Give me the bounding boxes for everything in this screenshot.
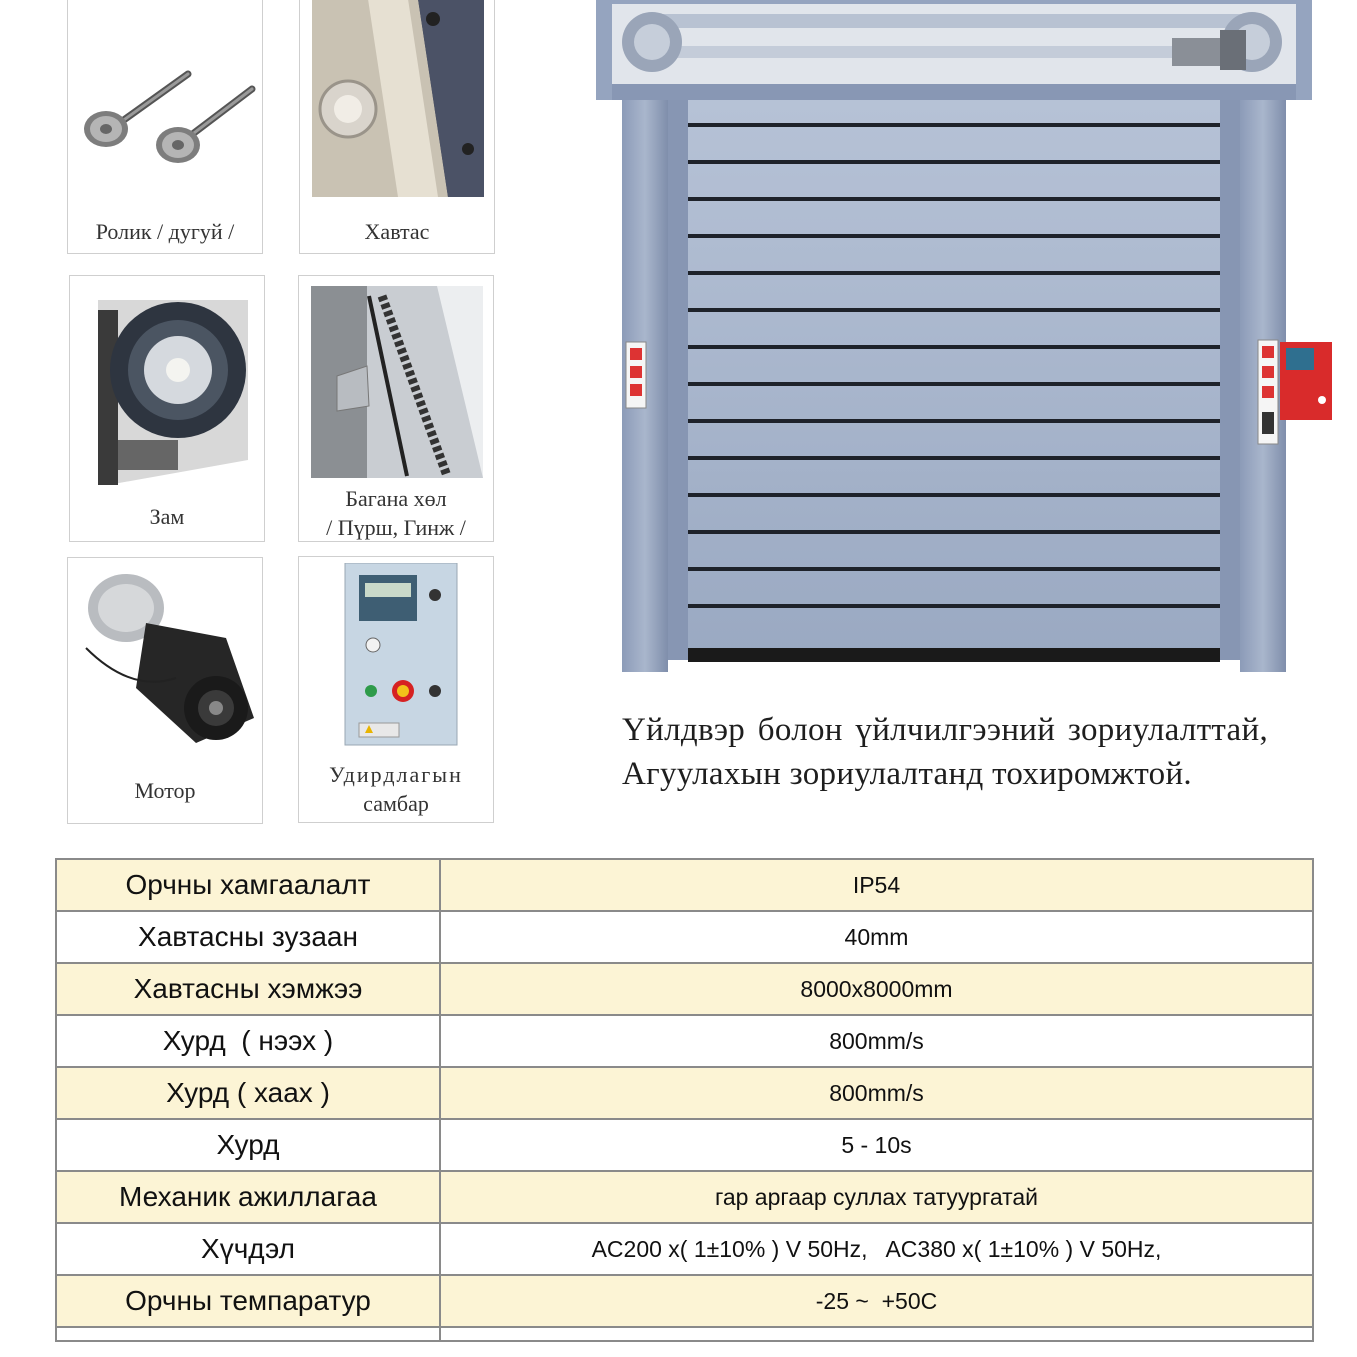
- pillar-image: [307, 286, 487, 478]
- motor-image: [76, 568, 256, 753]
- spec-row: [56, 859, 1313, 911]
- spec-row: [56, 963, 1313, 1015]
- component-caption-line: Багана хөл: [345, 486, 447, 511]
- component-card-motor: [67, 557, 263, 824]
- component-caption: Хавтас: [364, 219, 430, 244]
- component-caption-line: Удирдлагын: [329, 762, 463, 787]
- component-caption: [299, 484, 493, 542]
- spec-row: [56, 1015, 1313, 1067]
- spec-label: Хурд: [56, 1119, 440, 1171]
- spec-table: [55, 858, 1314, 1342]
- component-caption: Зам: [149, 504, 185, 529]
- product-description: Үйлдвэр болон үйлчилгээний зориулалттай, Агуулахын зориулалтанд тохиромжтой.: [622, 712, 1268, 792]
- spec-row: [56, 1275, 1313, 1327]
- track-image: [78, 290, 258, 490]
- spec-label: Хавтасны хэмжээ: [56, 963, 440, 1015]
- component-card-panel: [299, 0, 495, 254]
- component-card-pillar: [298, 275, 494, 542]
- spec-value: AC200 x( 1±10% ) V 50Hz, AC380 x( 1±10% ) V 50Hz,: [440, 1223, 1313, 1275]
- spec-value: 5 - 10s: [440, 1119, 1313, 1171]
- spec-label: Орчны темпаратур: [56, 1275, 440, 1327]
- spec-row: [56, 911, 1313, 963]
- component-caption-line: самбар: [363, 791, 429, 816]
- spec-value: -25 ~ +50C: [440, 1275, 1313, 1327]
- spec-value: 40mm: [440, 911, 1313, 963]
- roller-image: [76, 0, 256, 199]
- spec-value: IP54: [440, 859, 1313, 911]
- spec-value: 800mm/s: [440, 1015, 1313, 1067]
- component-caption: Ролик / дугуй /: [95, 219, 235, 244]
- spec-row: [56, 1067, 1313, 1119]
- component-caption: [299, 760, 493, 818]
- spec-value: гар аргаар суллах татуургатай: [440, 1171, 1313, 1223]
- component-caption-line: / Пүрш, Гинж /: [326, 515, 466, 540]
- component-card-control: [298, 556, 494, 823]
- spec-value: 800mm/s: [440, 1067, 1313, 1119]
- component-card-track: [69, 275, 265, 542]
- spec-label: Хавтасны зузаан: [56, 911, 440, 963]
- spec-label: Орчны хамгаалалт: [56, 859, 440, 911]
- panel-image: [308, 0, 488, 197]
- component-caption: Мотор: [134, 778, 196, 803]
- spec-label: Механик ажиллагаа: [56, 1171, 440, 1223]
- high-speed-door-image: [592, 0, 1337, 680]
- spec-value: 8000x8000mm: [440, 963, 1313, 1015]
- spec-row: [56, 1119, 1313, 1171]
- spec-label: Хүчдэл: [56, 1223, 440, 1275]
- spec-row: [56, 1171, 1313, 1223]
- spec-row: [56, 1223, 1313, 1275]
- spec-label: Хурд ( нээх ): [56, 1015, 440, 1067]
- spec-row-partial: [56, 1327, 1313, 1341]
- spec-label: Хурд ( хаах ): [56, 1067, 440, 1119]
- component-card-roller: [67, 0, 263, 254]
- control-panel-image: [307, 563, 487, 748]
